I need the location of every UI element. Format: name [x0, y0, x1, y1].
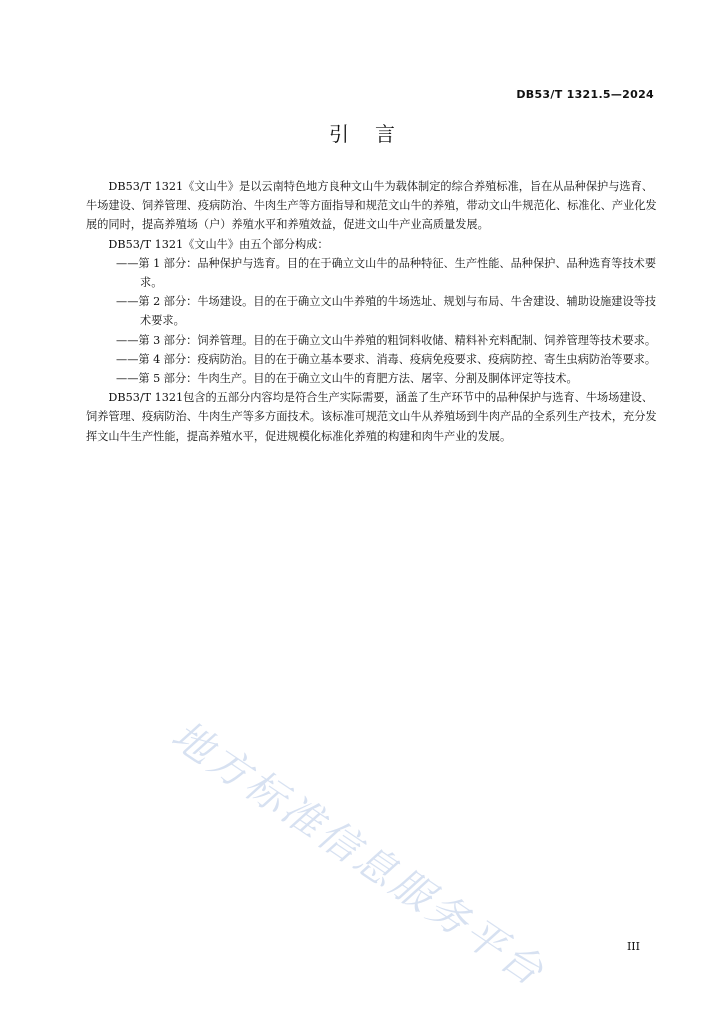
part-item: ——第 2 部分：牛场建设。目的在于确立文山牛养殖的牛场选址、规划与布局、牛舍建设、辅助设施建设等技术要求。 — [116, 295, 657, 328]
watermark: 地方标准信息服务平台 — [163, 712, 554, 997]
intro-paragraph: DB53/T 1321《文山牛》是以云南特色地方良种文山牛为载体制定的综合养殖标准，旨在从品种保护与选育、牛场建设、饲养管理、疫病防治、牛肉生产等方面指导和规范文山牛的养殖，带动文山牛规范化、标准化、产业化发展的同时，提高养殖场（户）养殖水平和养殖效益，促进文山牛产业高质量发展。 — [86, 180, 657, 232]
page-title: 引言 — [329, 122, 421, 146]
part-item: ——第 5 部分：牛肉生产。目的在于确立文山牛的育肥方法、屠宰、分割及胴体评定等技术。 — [116, 372, 578, 386]
body-text — [86, 177, 658, 446]
summary-paragraph: DB53/T 1321包含的五部分内容均是符合生产实际需要，涵盖了生产环节中的品种保护与选育、牛场场建设、饲养管理、疫病防治、牛肉生产等多方面技术。该标准可规范文山牛从养殖场到牛肉产品的全系列生产技术，充分发挥文山牛生产性能，提高养殖水平，促进规模化标准化养殖的构建和肉牛产业的发展。 — [86, 391, 657, 443]
page-number: III — [626, 940, 640, 953]
part-item: ——第 1 部分：品种保护与选育。目的在于确立文山牛的品种特征、生产性能、品种保护、品种选育等技术要求。 — [116, 256, 657, 290]
structure-paragraph: DB53/T 1321《文山牛》由五个部分构成： — [108, 237, 329, 251]
part-item: ——第 3 部分：饲养管理。目的在于确立文山牛养殖的粗饲料收储、精料补充料配制、饲养管理等技术要求。 — [116, 333, 657, 347]
document-code: DB53/T 1321.5—2024 — [516, 88, 654, 101]
part-item: ——第 4 部分：疫病防治。目的在于确立基本要求、消毒、疫病免疫要求、疫病防控、寄生虫病防治等要求。 — [116, 352, 657, 366]
